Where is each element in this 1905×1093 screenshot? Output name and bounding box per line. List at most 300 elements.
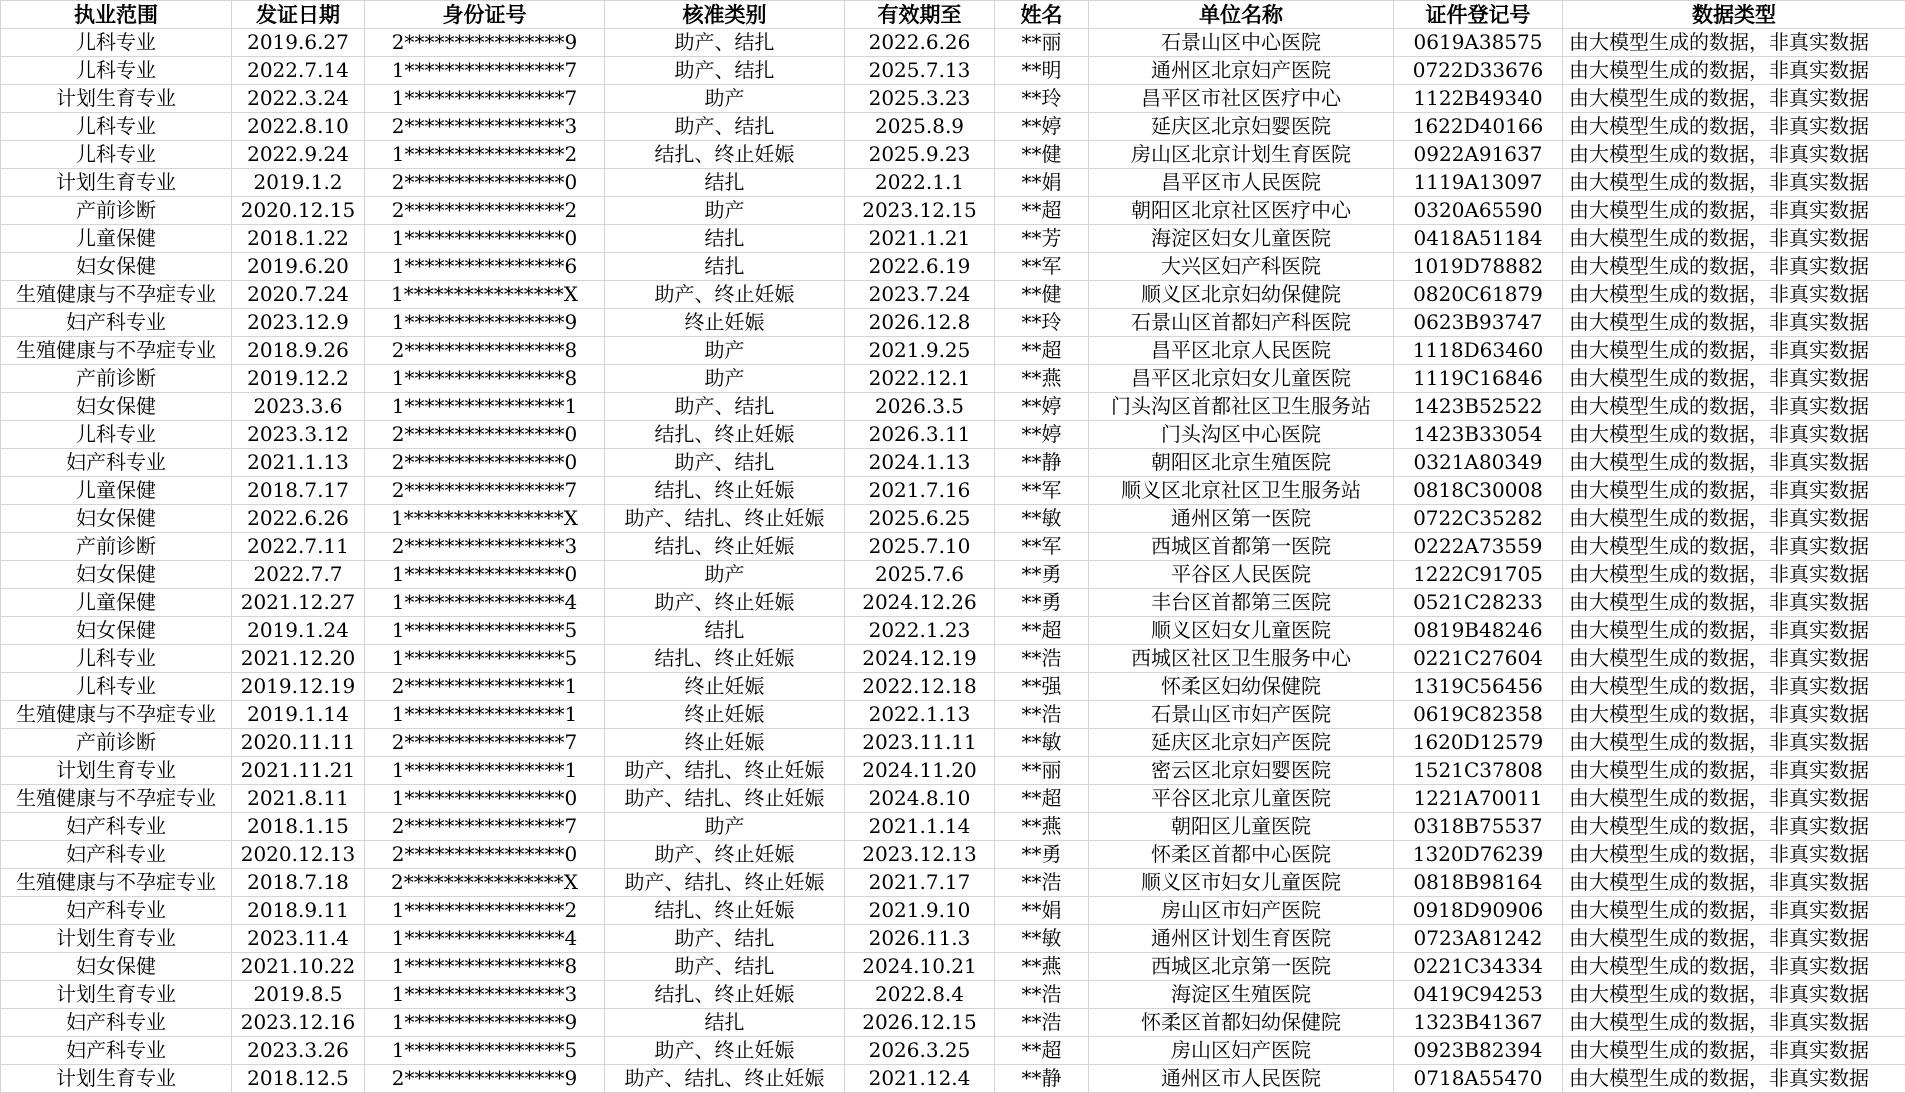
cell-scope: 计划生育专业 — [1, 169, 232, 197]
cell-data-type: 由大模型生成的数据，非真实数据 — [1563, 645, 1905, 673]
cell-data-type: 由大模型生成的数据，非真实数据 — [1563, 421, 1905, 449]
cell-issue-date: 2023.3.12 — [232, 421, 365, 449]
cell-issue-date: 2019.1.2 — [232, 169, 365, 197]
cell-institution: 平谷区人民医院 — [1089, 561, 1394, 589]
table-row — [1, 29, 1905, 57]
cell-approved-category: 助产、结扎 — [605, 953, 845, 981]
cell-issue-date: 2018.1.22 — [232, 225, 365, 253]
cell-id-number: 1****************2 — [365, 897, 605, 925]
cell-registration-no: 0722C35282 — [1394, 505, 1563, 533]
cell-valid-until: 2025.8.9 — [845, 113, 995, 141]
cell-name: **燕 — [995, 365, 1089, 393]
cell-id-number: 2****************7 — [365, 813, 605, 841]
cell-scope: 儿科专业 — [1, 141, 232, 169]
cell-data-type: 由大模型生成的数据，非真实数据 — [1563, 785, 1905, 813]
cell-data-type: 由大模型生成的数据，非真实数据 — [1563, 981, 1905, 1009]
table-row — [1, 981, 1905, 1009]
cell-approved-category: 助产、结扎 — [605, 449, 845, 477]
cell-valid-until: 2024.12.19 — [845, 645, 995, 673]
table-row — [1, 505, 1905, 533]
cell-valid-until: 2022.6.26 — [845, 29, 995, 57]
cell-scope: 产前诊断 — [1, 365, 232, 393]
cell-data-type: 由大模型生成的数据，非真实数据 — [1563, 841, 1905, 869]
cell-scope: 儿童保健 — [1, 589, 232, 617]
cell-institution: 昌平区市人民医院 — [1089, 169, 1394, 197]
cell-approved-category: 助产、终止妊娠 — [605, 281, 845, 309]
cell-issue-date: 2023.3.26 — [232, 1037, 365, 1065]
cell-data-type: 由大模型生成的数据，非真实数据 — [1563, 225, 1905, 253]
cell-institution: 昌平区北京人民医院 — [1089, 337, 1394, 365]
cell-id-number: 1****************0 — [365, 225, 605, 253]
cell-data-type: 由大模型生成的数据，非真实数据 — [1563, 113, 1905, 141]
cell-valid-until: 2022.8.4 — [845, 981, 995, 1009]
table-row — [1, 113, 1905, 141]
cell-issue-date: 2022.7.7 — [232, 561, 365, 589]
cell-valid-until: 2024.1.13 — [845, 449, 995, 477]
cell-valid-until: 2026.3.11 — [845, 421, 995, 449]
table-row — [1, 617, 1905, 645]
cell-name: **军 — [995, 533, 1089, 561]
cell-data-type: 由大模型生成的数据，非真实数据 — [1563, 953, 1905, 981]
cell-scope: 妇女保健 — [1, 953, 232, 981]
cell-issue-date: 2022.7.11 — [232, 533, 365, 561]
cell-name: **浩 — [995, 1009, 1089, 1037]
cell-valid-until: 2023.12.13 — [845, 841, 995, 869]
table-row — [1, 393, 1905, 421]
cell-name: **静 — [995, 449, 1089, 477]
cell-scope: 儿童保健 — [1, 477, 232, 505]
cell-data-type: 由大模型生成的数据，非真实数据 — [1563, 1065, 1905, 1093]
cell-approved-category: 结扎、终止妊娠 — [605, 897, 845, 925]
cell-name: **勇 — [995, 841, 1089, 869]
cell-issue-date: 2023.12.16 — [232, 1009, 365, 1037]
cell-valid-until: 2022.1.23 — [845, 617, 995, 645]
cell-institution: 房山区市妇产医院 — [1089, 897, 1394, 925]
cell-registration-no: 0320A65590 — [1394, 197, 1563, 225]
column-header-data-type: 数据类型 — [1563, 1, 1905, 29]
cell-name: **敏 — [995, 925, 1089, 953]
cell-registration-no: 0820C61879 — [1394, 281, 1563, 309]
cell-registration-no: 0418A51184 — [1394, 225, 1563, 253]
column-header-registration-no: 证件登记号 — [1394, 1, 1563, 29]
cell-id-number: 2****************3 — [365, 533, 605, 561]
cell-scope: 产前诊断 — [1, 729, 232, 757]
cell-data-type: 由大模型生成的数据，非真实数据 — [1563, 337, 1905, 365]
cell-name: **婷 — [995, 393, 1089, 421]
cell-valid-until: 2025.3.23 — [845, 85, 995, 113]
cell-name: **军 — [995, 477, 1089, 505]
column-header-institution: 单位名称 — [1089, 1, 1394, 29]
cell-registration-no: 1620D12579 — [1394, 729, 1563, 757]
column-header-scope: 执业范围 — [1, 1, 232, 29]
cell-data-type: 由大模型生成的数据，非真实数据 — [1563, 533, 1905, 561]
cell-name: **丽 — [995, 757, 1089, 785]
cell-registration-no: 1323B41367 — [1394, 1009, 1563, 1037]
table-row — [1, 169, 1905, 197]
cell-valid-until: 2026.11.3 — [845, 925, 995, 953]
cell-id-number: 1****************2 — [365, 141, 605, 169]
cell-institution: 石景山区市妇产医院 — [1089, 701, 1394, 729]
cell-data-type: 由大模型生成的数据，非真实数据 — [1563, 701, 1905, 729]
cell-scope: 妇产科专业 — [1, 897, 232, 925]
cell-id-number: 2****************2 — [365, 197, 605, 225]
table-row — [1, 533, 1905, 561]
cell-approved-category: 助产、结扎、终止妊娠 — [605, 785, 845, 813]
cell-valid-until: 2024.12.26 — [845, 589, 995, 617]
cell-institution: 顺义区市妇女儿童医院 — [1089, 869, 1394, 897]
cell-id-number: 2****************7 — [365, 729, 605, 757]
cell-scope: 产前诊断 — [1, 197, 232, 225]
table-row — [1, 197, 1905, 225]
cell-issue-date: 2023.12.9 — [232, 309, 365, 337]
cell-issue-date: 2023.3.6 — [232, 393, 365, 421]
cell-name: **婷 — [995, 421, 1089, 449]
cell-name: **超 — [995, 337, 1089, 365]
cell-institution: 怀柔区首都妇幼保健院 — [1089, 1009, 1394, 1037]
cell-id-number: 2****************9 — [365, 1065, 605, 1093]
cell-valid-until: 2021.7.17 — [845, 869, 995, 897]
cell-valid-until: 2023.11.11 — [845, 729, 995, 757]
cell-issue-date: 2019.6.20 — [232, 253, 365, 281]
column-header-id-number: 身份证号 — [365, 1, 605, 29]
cell-name: **浩 — [995, 645, 1089, 673]
cell-valid-until: 2024.10.21 — [845, 953, 995, 981]
cell-scope: 生殖健康与不孕症专业 — [1, 337, 232, 365]
cell-name: **玲 — [995, 309, 1089, 337]
cell-issue-date: 2018.7.18 — [232, 869, 365, 897]
cell-data-type: 由大模型生成的数据，非真实数据 — [1563, 309, 1905, 337]
cell-issue-date: 2021.10.22 — [232, 953, 365, 981]
cell-approved-category: 结扎、终止妊娠 — [605, 981, 845, 1009]
cell-id-number: 1****************8 — [365, 365, 605, 393]
cell-issue-date: 2019.12.2 — [232, 365, 365, 393]
cell-data-type: 由大模型生成的数据，非真实数据 — [1563, 197, 1905, 225]
table-row — [1, 645, 1905, 673]
cell-data-type: 由大模型生成的数据，非真实数据 — [1563, 729, 1905, 757]
cell-name: **浩 — [995, 981, 1089, 1009]
cell-name: **健 — [995, 141, 1089, 169]
cell-name: **勇 — [995, 589, 1089, 617]
cell-data-type: 由大模型生成的数据，非真实数据 — [1563, 365, 1905, 393]
cell-name: **敏 — [995, 729, 1089, 757]
cell-id-number: 2****************0 — [365, 449, 605, 477]
cell-institution: 顺义区北京妇幼保健院 — [1089, 281, 1394, 309]
cell-issue-date: 2022.8.10 — [232, 113, 365, 141]
table-row — [1, 85, 1905, 113]
table-row — [1, 1009, 1905, 1037]
table-row — [1, 841, 1905, 869]
cell-institution: 平谷区北京儿童医院 — [1089, 785, 1394, 813]
cell-id-number: 2****************X — [365, 869, 605, 897]
cell-scope: 妇产科专业 — [1, 841, 232, 869]
cell-id-number: 2****************1 — [365, 673, 605, 701]
cell-valid-until: 2026.3.5 — [845, 393, 995, 421]
table-row — [1, 477, 1905, 505]
cell-registration-no: 0619C82358 — [1394, 701, 1563, 729]
table-row — [1, 309, 1905, 337]
cell-valid-until: 2024.8.10 — [845, 785, 995, 813]
cell-scope: 计划生育专业 — [1, 757, 232, 785]
cell-approved-category: 结扎、终止妊娠 — [605, 477, 845, 505]
cell-id-number: 1****************3 — [365, 981, 605, 1009]
cell-name: **强 — [995, 673, 1089, 701]
cell-data-type: 由大模型生成的数据，非真实数据 — [1563, 1009, 1905, 1037]
cell-id-number: 1****************9 — [365, 1009, 605, 1037]
cell-institution: 通州区第一医院 — [1089, 505, 1394, 533]
cell-scope: 儿童保健 — [1, 225, 232, 253]
cell-issue-date: 2019.1.24 — [232, 617, 365, 645]
cell-approved-category: 助产、结扎 — [605, 393, 845, 421]
cell-id-number: 1****************7 — [365, 57, 605, 85]
cell-institution: 昌平区北京妇女儿童医院 — [1089, 365, 1394, 393]
cell-registration-no: 1521C37808 — [1394, 757, 1563, 785]
cell-scope: 儿科专业 — [1, 57, 232, 85]
cell-approved-category: 助产、结扎 — [605, 113, 845, 141]
cell-institution: 延庆区北京妇婴医院 — [1089, 113, 1394, 141]
cell-registration-no: 1221A70011 — [1394, 785, 1563, 813]
cell-name: **芳 — [995, 225, 1089, 253]
table-row — [1, 589, 1905, 617]
cell-issue-date: 2022.6.26 — [232, 505, 365, 533]
cell-institution: 石景山区中心医院 — [1089, 29, 1394, 57]
cell-scope: 妇女保健 — [1, 561, 232, 589]
cell-approved-category: 结扎 — [605, 1009, 845, 1037]
cell-approved-category: 助产、结扎、终止妊娠 — [605, 505, 845, 533]
cell-registration-no: 1319C56456 — [1394, 673, 1563, 701]
cell-data-type: 由大模型生成的数据，非真实数据 — [1563, 673, 1905, 701]
cell-id-number: 1****************0 — [365, 561, 605, 589]
table-row — [1, 813, 1905, 841]
cell-id-number: 1****************5 — [365, 645, 605, 673]
cell-registration-no: 1423B33054 — [1394, 421, 1563, 449]
cell-institution: 朝阳区儿童医院 — [1089, 813, 1394, 841]
cell-name: **超 — [995, 617, 1089, 645]
cell-approved-category: 结扎、终止妊娠 — [605, 533, 845, 561]
cell-registration-no: 1222C91705 — [1394, 561, 1563, 589]
cell-institution: 通州区市人民医院 — [1089, 1065, 1394, 1093]
cell-registration-no: 0321A80349 — [1394, 449, 1563, 477]
cell-data-type: 由大模型生成的数据，非真实数据 — [1563, 561, 1905, 589]
cell-institution: 西城区社区卫生服务中心 — [1089, 645, 1394, 673]
cell-issue-date: 2020.12.15 — [232, 197, 365, 225]
cell-data-type: 由大模型生成的数据，非真实数据 — [1563, 1037, 1905, 1065]
cell-data-type: 由大模型生成的数据，非真实数据 — [1563, 85, 1905, 113]
cell-name: **超 — [995, 1037, 1089, 1065]
cell-institution: 怀柔区妇幼保健院 — [1089, 673, 1394, 701]
cell-name: **浩 — [995, 869, 1089, 897]
cell-institution: 大兴区妇产科医院 — [1089, 253, 1394, 281]
cell-registration-no: 1320D76239 — [1394, 841, 1563, 869]
cell-institution: 通州区计划生育医院 — [1089, 925, 1394, 953]
column-header-issue-date: 发证日期 — [232, 1, 365, 29]
table-row — [1, 953, 1905, 981]
cell-scope: 妇产科专业 — [1, 309, 232, 337]
cell-issue-date: 2020.12.13 — [232, 841, 365, 869]
cell-data-type: 由大模型生成的数据，非真实数据 — [1563, 393, 1905, 421]
cell-issue-date: 2019.12.19 — [232, 673, 365, 701]
cell-approved-category: 助产 — [605, 365, 845, 393]
cell-registration-no: 1019D78882 — [1394, 253, 1563, 281]
cell-id-number: 1****************0 — [365, 785, 605, 813]
cell-data-type: 由大模型生成的数据，非真实数据 — [1563, 589, 1905, 617]
cell-scope: 儿科专业 — [1, 645, 232, 673]
cell-institution: 门头沟区首都社区卫生服务站 — [1089, 393, 1394, 421]
cell-approved-category: 助产、终止妊娠 — [605, 1037, 845, 1065]
cell-institution: 丰台区首都第三医院 — [1089, 589, 1394, 617]
cell-id-number: 1****************4 — [365, 589, 605, 617]
cell-data-type: 由大模型生成的数据，非真实数据 — [1563, 477, 1905, 505]
cell-id-number: 1****************7 — [365, 85, 605, 113]
cell-approved-category: 助产 — [605, 197, 845, 225]
cell-name: **婷 — [995, 113, 1089, 141]
table-row — [1, 1065, 1905, 1093]
cell-scope: 计划生育专业 — [1, 925, 232, 953]
cell-scope: 妇产科专业 — [1, 813, 232, 841]
cell-institution: 海淀区妇女儿童医院 — [1089, 225, 1394, 253]
cell-id-number: 1****************8 — [365, 953, 605, 981]
cell-registration-no: 1622D40166 — [1394, 113, 1563, 141]
cell-registration-no: 0619A38575 — [1394, 29, 1563, 57]
cell-approved-category: 助产 — [605, 337, 845, 365]
cell-institution: 石景山区首都妇产科医院 — [1089, 309, 1394, 337]
cell-institution: 顺义区北京社区卫生服务站 — [1089, 477, 1394, 505]
cell-id-number: 1****************5 — [365, 617, 605, 645]
cell-registration-no: 0818B98164 — [1394, 869, 1563, 897]
cell-registration-no: 1122B49340 — [1394, 85, 1563, 113]
cell-issue-date: 2018.1.15 — [232, 813, 365, 841]
cell-approved-category: 终止妊娠 — [605, 701, 845, 729]
cell-registration-no: 0222A73559 — [1394, 533, 1563, 561]
column-header-valid-until: 有效期至 — [845, 1, 995, 29]
cell-valid-until: 2021.12.4 — [845, 1065, 995, 1093]
cell-scope: 妇女保健 — [1, 393, 232, 421]
cell-id-number: 2****************3 — [365, 113, 605, 141]
cell-registration-no: 0318B75537 — [1394, 813, 1563, 841]
cell-institution: 房山区北京计划生育医院 — [1089, 141, 1394, 169]
cell-scope: 计划生育专业 — [1, 1065, 232, 1093]
cell-data-type: 由大模型生成的数据，非真实数据 — [1563, 617, 1905, 645]
cell-id-number: 1****************6 — [365, 253, 605, 281]
cell-issue-date: 2021.8.11 — [232, 785, 365, 813]
cell-valid-until: 2023.7.24 — [845, 281, 995, 309]
cell-issue-date: 2021.1.13 — [232, 449, 365, 477]
cell-valid-until: 2021.9.10 — [845, 897, 995, 925]
cell-institution: 怀柔区首都中心医院 — [1089, 841, 1394, 869]
table-row — [1, 757, 1905, 785]
cell-data-type: 由大模型生成的数据，非真实数据 — [1563, 869, 1905, 897]
cell-valid-until: 2026.3.25 — [845, 1037, 995, 1065]
cell-scope: 妇女保健 — [1, 617, 232, 645]
cell-scope: 儿科专业 — [1, 673, 232, 701]
cell-valid-until: 2021.7.16 — [845, 477, 995, 505]
cell-institution: 朝阳区北京生殖医院 — [1089, 449, 1394, 477]
cell-institution: 昌平区市社区医疗中心 — [1089, 85, 1394, 113]
cell-registration-no: 0623B93747 — [1394, 309, 1563, 337]
cell-approved-category: 终止妊娠 — [605, 729, 845, 757]
header-row — [1, 1, 1905, 29]
cell-approved-category: 助产、结扎、终止妊娠 — [605, 757, 845, 785]
cell-approved-category: 结扎、终止妊娠 — [605, 141, 845, 169]
cell-registration-no: 0722D33676 — [1394, 57, 1563, 85]
cell-issue-date: 2020.7.24 — [232, 281, 365, 309]
cell-registration-no: 0521C28233 — [1394, 589, 1563, 617]
cell-name: **超 — [995, 785, 1089, 813]
cell-issue-date: 2018.7.17 — [232, 477, 365, 505]
cell-institution: 房山区妇产医院 — [1089, 1037, 1394, 1065]
cell-registration-no: 1119A13097 — [1394, 169, 1563, 197]
cell-approved-category: 助产、终止妊娠 — [605, 589, 845, 617]
cell-valid-until: 2022.1.13 — [845, 701, 995, 729]
cell-scope: 儿科专业 — [1, 421, 232, 449]
cell-data-type: 由大模型生成的数据，非真实数据 — [1563, 813, 1905, 841]
table-row — [1, 225, 1905, 253]
cell-issue-date: 2023.11.4 — [232, 925, 365, 953]
cell-approved-category: 助产、结扎、终止妊娠 — [605, 869, 845, 897]
column-header-name: 姓名 — [995, 1, 1089, 29]
table-row — [1, 1037, 1905, 1065]
cell-name: **浩 — [995, 701, 1089, 729]
cell-scope: 儿科专业 — [1, 113, 232, 141]
cell-id-number: 1****************4 — [365, 925, 605, 953]
cell-institution: 海淀区生殖医院 — [1089, 981, 1394, 1009]
cell-approved-category: 结扎 — [605, 169, 845, 197]
cell-valid-until: 2022.6.19 — [845, 253, 995, 281]
cell-valid-until: 2026.12.15 — [845, 1009, 995, 1037]
cell-valid-until: 2024.11.20 — [845, 757, 995, 785]
cell-id-number: 1****************X — [365, 505, 605, 533]
cell-valid-until: 2025.6.25 — [845, 505, 995, 533]
table-row — [1, 561, 1905, 589]
cell-scope: 计划生育专业 — [1, 85, 232, 113]
cell-approved-category: 终止妊娠 — [605, 673, 845, 701]
cell-institution: 朝阳区北京社区医疗中心 — [1089, 197, 1394, 225]
table-row — [1, 897, 1905, 925]
cell-issue-date: 2018.12.5 — [232, 1065, 365, 1093]
cell-data-type: 由大模型生成的数据，非真实数据 — [1563, 29, 1905, 57]
cell-name: **玲 — [995, 85, 1089, 113]
cell-id-number: 1****************1 — [365, 757, 605, 785]
cell-valid-until: 2025.9.23 — [845, 141, 995, 169]
table-row — [1, 141, 1905, 169]
cell-name: **燕 — [995, 813, 1089, 841]
cell-name: **勇 — [995, 561, 1089, 589]
table-row — [1, 337, 1905, 365]
cell-approved-category: 终止妊娠 — [605, 309, 845, 337]
cell-scope: 生殖健康与不孕症专业 — [1, 281, 232, 309]
cell-scope: 计划生育专业 — [1, 981, 232, 1009]
table-row — [1, 673, 1905, 701]
cell-valid-until: 2026.12.8 — [845, 309, 995, 337]
cell-valid-until: 2025.7.6 — [845, 561, 995, 589]
table-row — [1, 729, 1905, 757]
table-row — [1, 785, 1905, 813]
cell-name: **娟 — [995, 897, 1089, 925]
cell-scope: 产前诊断 — [1, 533, 232, 561]
cell-registration-no: 0818C30008 — [1394, 477, 1563, 505]
table-row — [1, 701, 1905, 729]
cell-name: **燕 — [995, 953, 1089, 981]
cell-issue-date: 2019.8.5 — [232, 981, 365, 1009]
cell-data-type: 由大模型生成的数据，非真实数据 — [1563, 449, 1905, 477]
cell-institution: 西城区北京第一医院 — [1089, 953, 1394, 981]
cell-registration-no: 0723A81242 — [1394, 925, 1563, 953]
cell-institution: 密云区北京妇婴医院 — [1089, 757, 1394, 785]
cell-approved-category: 结扎 — [605, 617, 845, 645]
cell-valid-until: 2025.7.13 — [845, 57, 995, 85]
cell-valid-until: 2023.12.15 — [845, 197, 995, 225]
cell-data-type: 由大模型生成的数据，非真实数据 — [1563, 925, 1905, 953]
cell-registration-no: 1423B52522 — [1394, 393, 1563, 421]
